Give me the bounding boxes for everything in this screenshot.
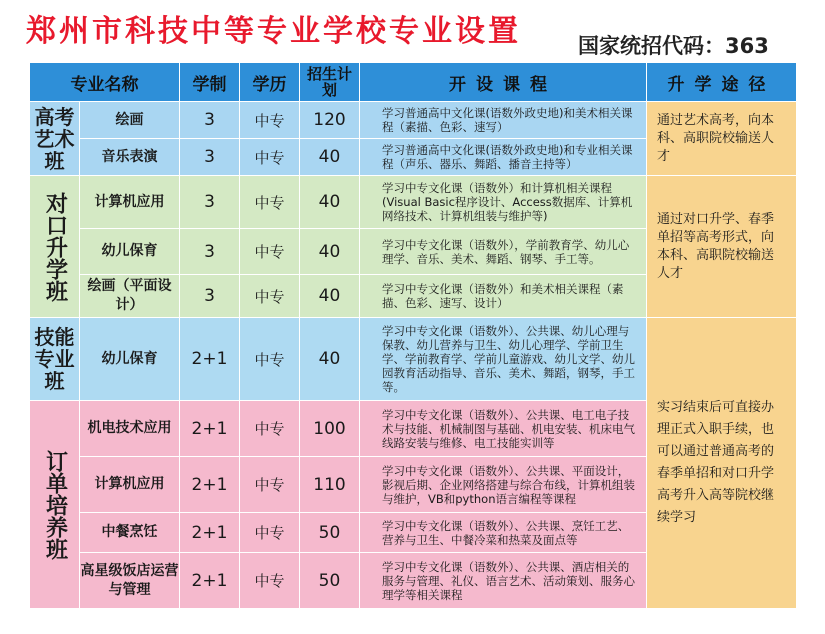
course-list: 学习中专文化课（语数外）、公共课、酒店相关的服务与管理、礼仪、语言艺术、活动策划、服务心理学等相关课程 xyxy=(360,553,647,609)
course-list: 学习中专文化课（语数外）、公共课、平面设计，影视后期、企业网络搭建与综合布线，计算机组装与维护，VB和python语言编程等课程 xyxy=(360,457,647,513)
major-table xyxy=(29,62,797,609)
duration: 2+1 xyxy=(180,553,240,609)
duration: 3 xyxy=(180,176,240,229)
header-degree: 学历 xyxy=(240,63,300,102)
degree: 中专 xyxy=(240,176,300,229)
national-code: 国家统招代码：363 xyxy=(578,34,769,58)
group-skills-class: 技能 专业班 xyxy=(30,318,80,401)
enroll-plan: 100 xyxy=(300,401,360,457)
duration: 3 xyxy=(180,139,240,176)
major-name: 绘画（平面设计） xyxy=(80,275,180,318)
major-name: 幼儿保育 xyxy=(80,318,180,401)
degree: 中专 xyxy=(240,457,300,513)
duration: 2+1 xyxy=(180,457,240,513)
table-row xyxy=(30,102,797,139)
major-name: 绘画 xyxy=(80,102,180,139)
major-name: 幼儿保育 xyxy=(80,229,180,275)
major-name: 机电技术应用 xyxy=(80,401,180,457)
duration: 2+1 xyxy=(180,401,240,457)
header-plan: 招生计划 xyxy=(300,63,360,102)
table-header xyxy=(30,63,797,102)
path-upgrade: 通过对口升学、春季单招等高考形式，向本科、高职院校输送人才 xyxy=(647,176,797,318)
duration: 3 xyxy=(180,229,240,275)
course-list: 学习中专文化课（语数外）、公共课、电工电子技术与技能、机械制图与基础、机电安装、机床电气线路安装与维修、电工技能实训等 xyxy=(360,401,647,457)
enroll-plan: 40 xyxy=(300,139,360,176)
enroll-plan: 40 xyxy=(300,318,360,401)
table-row xyxy=(30,318,797,401)
degree: 中专 xyxy=(240,318,300,401)
table-row xyxy=(30,176,797,229)
degree: 中专 xyxy=(240,139,300,176)
course-list: 学习普通高中文化课(语数外政史地)和专业相关课程（声乐、器乐、舞蹈、播音主持等） xyxy=(360,139,647,176)
enroll-plan: 110 xyxy=(300,457,360,513)
course-list: 学习中专文化课（语数外）和计算机相关课程(Visual Basic程序设计、Access数据库、计算机网络技术、计算机组装与维护等) xyxy=(360,176,647,229)
course-list: 学习普通高中文化课(语数外政史地)和美术相关课程（素描、色彩、速写） xyxy=(360,102,647,139)
header-courses: 开设课程 xyxy=(360,63,647,102)
header-path: 升学途径 xyxy=(647,63,797,102)
header-major: 专业名称 xyxy=(30,63,180,102)
enroll-plan: 120 xyxy=(300,102,360,139)
duration: 2+1 xyxy=(180,318,240,401)
path-art: 通过艺术高考，向本科、高职院校输送人才 xyxy=(647,102,797,176)
course-list: 学习中专文化课（语数外）和美术相关课程（素描、色彩、速写、设计） xyxy=(360,275,647,318)
group-order-class: 订单培养班 xyxy=(30,401,80,609)
group-upgrade-class: 对口升学班 xyxy=(30,176,80,318)
degree: 中专 xyxy=(240,401,300,457)
duration: 2+1 xyxy=(180,513,240,553)
major-name: 计算机应用 xyxy=(80,176,180,229)
degree: 中专 xyxy=(240,553,300,609)
enroll-plan: 40 xyxy=(300,176,360,229)
major-name: 音乐表演 xyxy=(80,139,180,176)
path-order: 实习结束后可直接办理正式入职手续，也可以通过普通高考的春季单招和对口升学高考升入高等院校继续学习 xyxy=(647,318,797,609)
duration: 3 xyxy=(180,102,240,139)
degree: 中专 xyxy=(240,275,300,318)
major-name: 高星级饭店运营与管理 xyxy=(80,553,180,609)
header-duration: 学制 xyxy=(180,63,240,102)
enroll-plan: 40 xyxy=(300,229,360,275)
degree: 中专 xyxy=(240,513,300,553)
degree: 中专 xyxy=(240,102,300,139)
degree: 中专 xyxy=(240,229,300,275)
course-list: 学习中专文化课（语数外）、公共课、幼儿心理与保教、幼儿营养与卫生、幼儿心理学、学前卫生学、学前教育学、学前儿童游戏、幼儿文学、幼儿园教育活动指导、音乐、美术、舞蹈，钢琴，手工等。 xyxy=(360,318,647,401)
enroll-plan: 50 xyxy=(300,553,360,609)
course-list: 学习中专文化课（语数外）、公共课、烹饪工艺、营养与卫生、中餐冷菜和热菜及面点等 xyxy=(360,513,647,553)
group-art-class: 高考 艺术班 xyxy=(30,102,80,176)
major-name: 计算机应用 xyxy=(80,457,180,513)
major-name: 中餐烹饪 xyxy=(80,513,180,553)
enroll-plan: 50 xyxy=(300,513,360,553)
duration: 3 xyxy=(180,275,240,318)
enroll-plan: 40 xyxy=(300,275,360,318)
page-title: 郑州市科技中等专业学校专业设置 xyxy=(26,14,521,49)
course-list: 学习中专文化课（语数外），学前教育学、幼儿心理学、音乐、美术、舞蹈、钢琴、手工等。 xyxy=(360,229,647,275)
